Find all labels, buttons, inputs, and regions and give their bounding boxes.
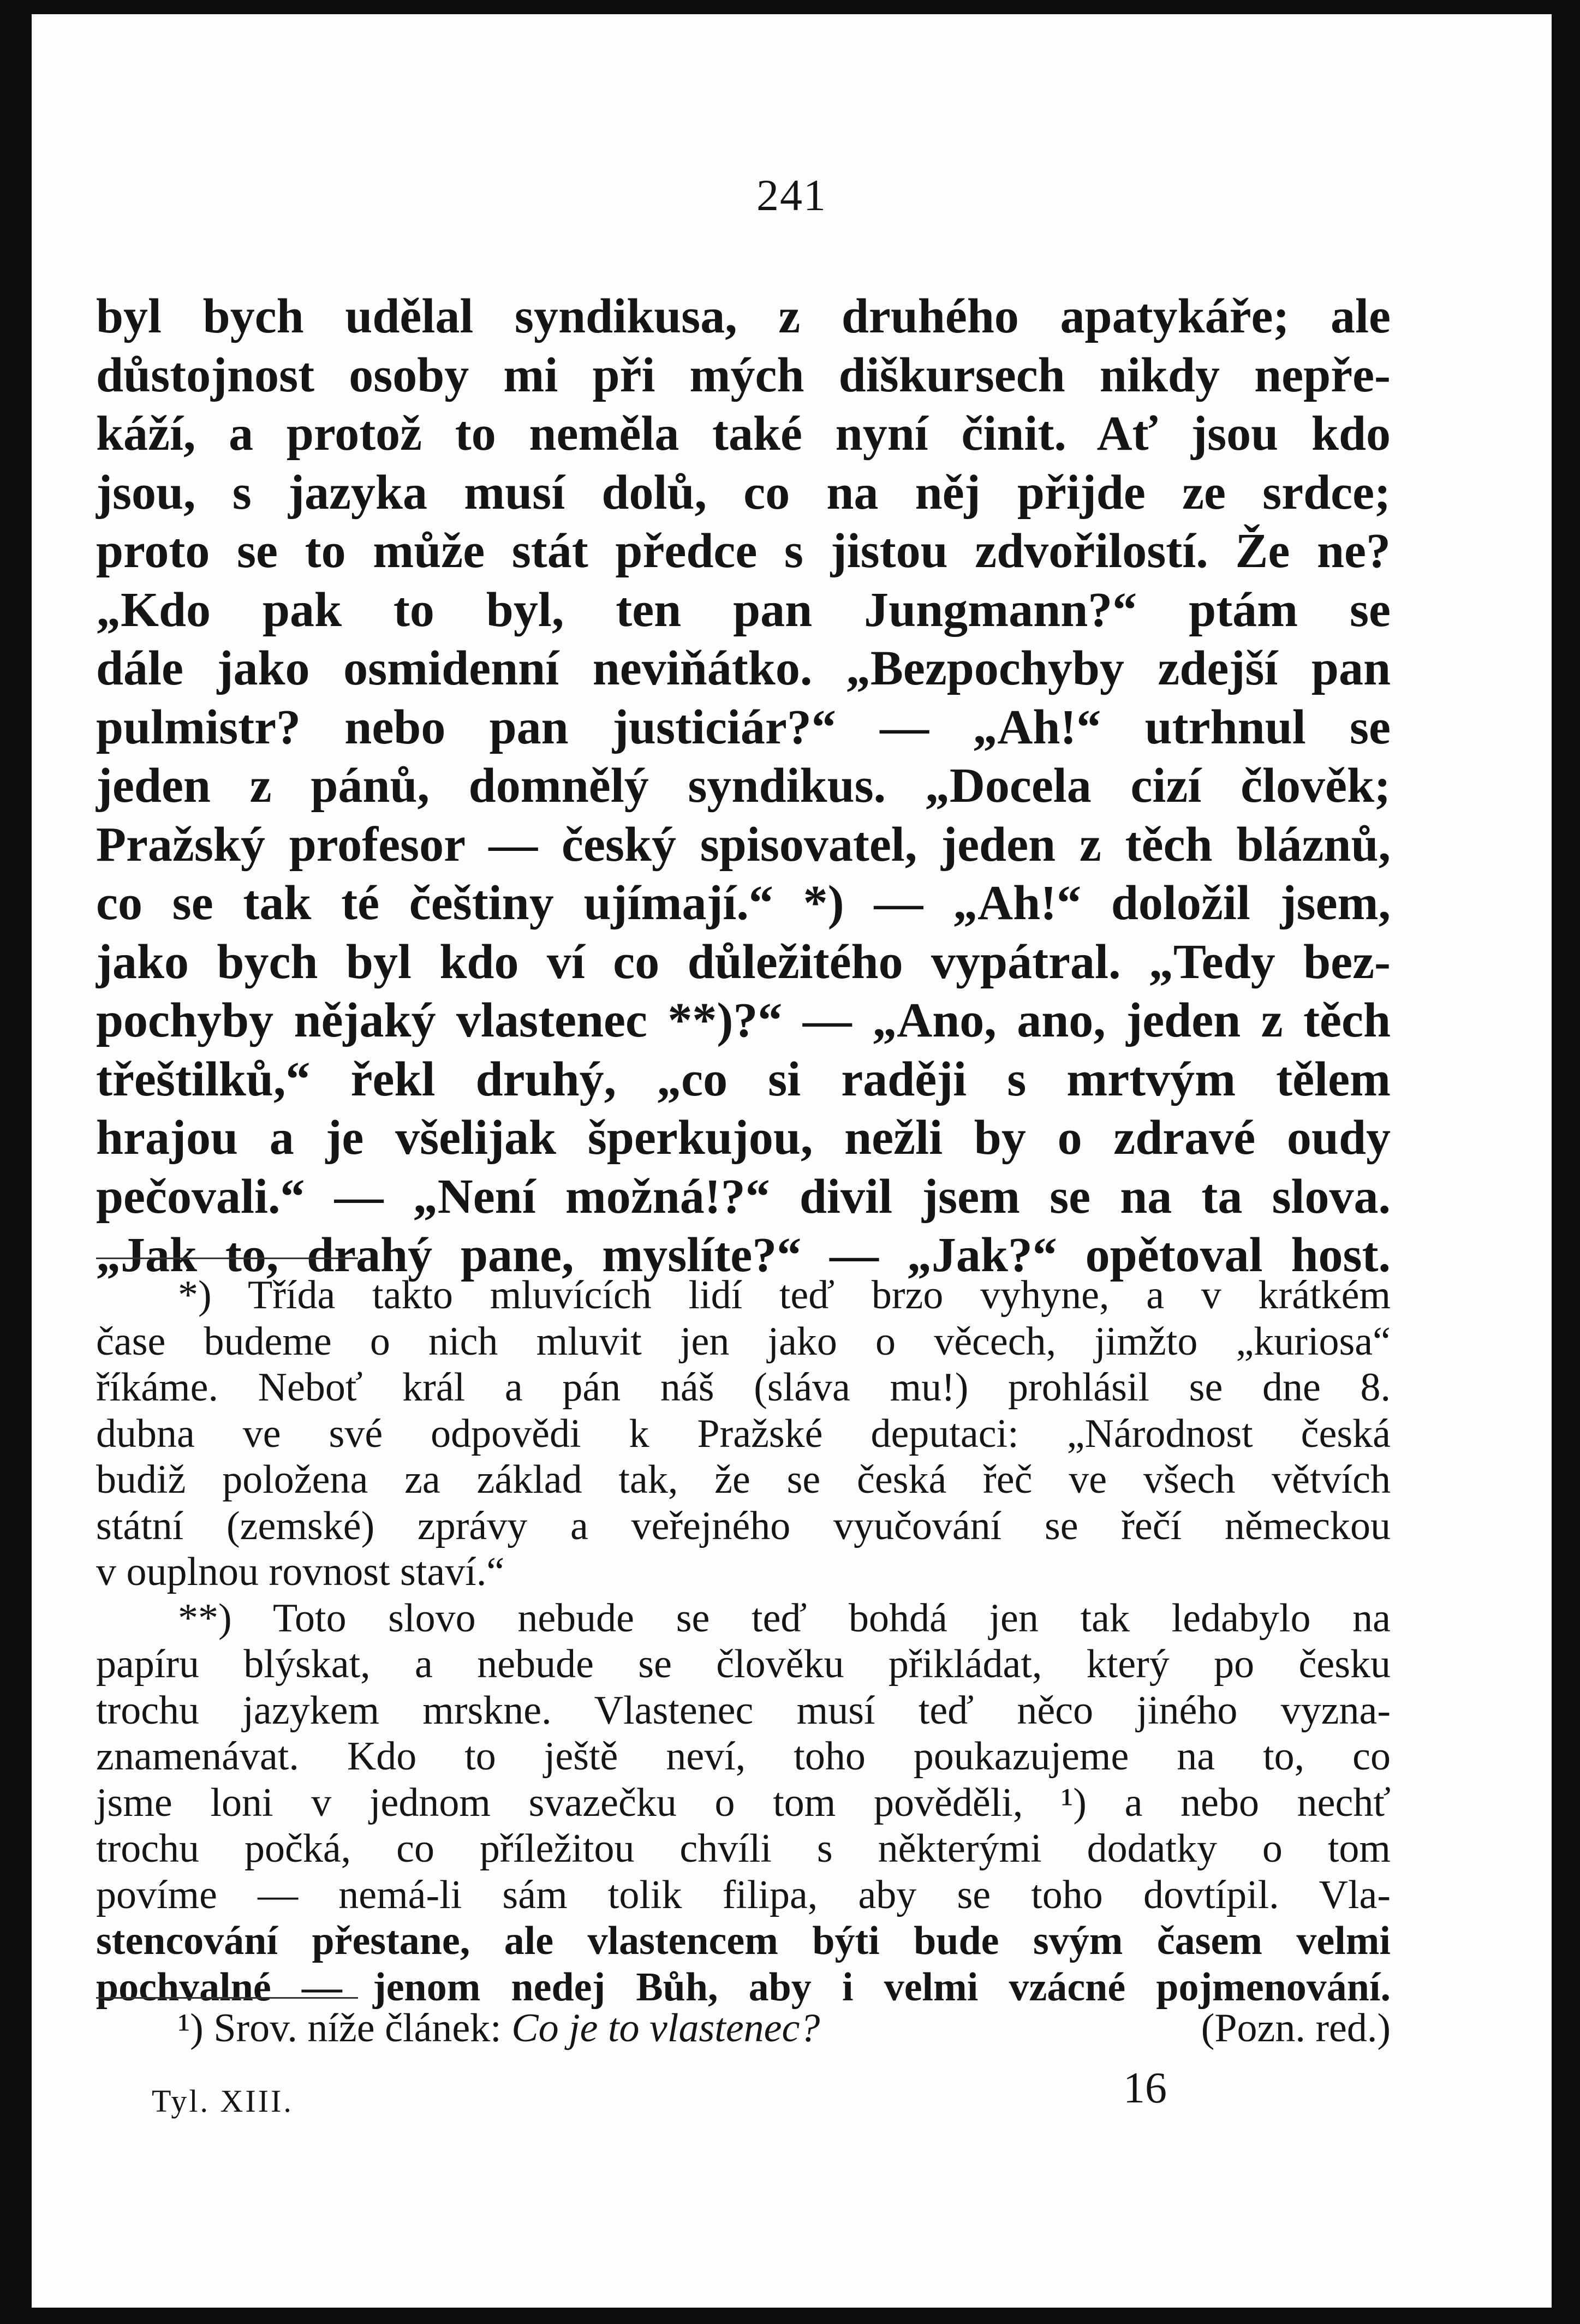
footnote-line: *) Třída takto mluvících lidí teď brzo vyhyne, a v krátkém: [178, 1273, 1391, 1318]
reference-title: Co je to vlastenec?: [511, 2006, 820, 2051]
text-line: důstojnost osoby mi při mých diškursech nikdy nepře-: [96, 348, 1391, 402]
scan-border-top: [0, 0, 1580, 14]
text-line: „Kdo pak to byl, ten pan Jungmann?“ ptám se: [96, 582, 1391, 637]
footnote-line: dubna ve své odpovědi k Pražské deputaci: „Národnost česká: [96, 1411, 1391, 1456]
text-line: „Jak to, drahý pane, myslíte?“ — „Jak?“ opětoval host.: [96, 1228, 1391, 1282]
text-line: Pražský profesor — český spisovatel, jeden z těch bláznů,: [96, 817, 1391, 872]
sheet-number: 16: [1123, 2064, 1167, 2112]
scan-border-right: [1552, 0, 1580, 2324]
footnote-line: trochu počká, co příležitou chvíli s některými dodatky o tom: [96, 1826, 1391, 1871]
text-line: třeštilků,“ řekl druhý, „co si raději s mrtvým tělem: [96, 1052, 1391, 1106]
footnote-line: budiž položena za základ tak, že se česká řeč ve všech větvích: [96, 1457, 1391, 1502]
text-line: proto se to může stát předce s jistou zdvořilostí. Že ne?: [96, 524, 1391, 578]
footnotes: [96, 1272, 1391, 2010]
footnote-line: papíru blýskat, a nebude se člověku přikládat, který po česku: [96, 1642, 1391, 1687]
book-page: [32, 14, 1552, 2308]
text-line: jsou, s jazyka musí dolů, co na něj přijde ze srdce;: [96, 465, 1391, 520]
text-line: pečovali.“ — „Není možná!?“ divil jsem se na ta slova.: [96, 1169, 1391, 1224]
text-line: dále jako osmidenní neviňátko. „Bezpochyby zdejší pan: [96, 641, 1391, 695]
editor-note: (Pozn. red.): [1201, 2006, 1391, 2051]
text-line: káží, a protož to neměla také nyní činit. Ať jsou kdo: [96, 407, 1391, 461]
footnote-rule: [96, 1258, 358, 1259]
footnote-line: pochvalné — jenom nedej Bůh, aby i velmi vzácné pojmenování.: [96, 1964, 1391, 2010]
page-number: 241: [756, 170, 827, 220]
footnote-line: říkáme. Neboť král a pán náš (sláva mu!) prohlásil se dne 8.: [96, 1365, 1391, 1410]
text-line: co se tak té češtiny ujímají.“ *) — „Ah!“ doložil jsem,: [96, 876, 1391, 930]
text-line: pochyby nějaký vlastenec **)?“ — „Ano, ano, jeden z těch: [96, 993, 1391, 1047]
footnote-line: státní (zemské) zprávy a veřejného vyučování se řečí německou: [96, 1503, 1391, 1548]
footnote-line: znamenávat. Kdo to ještě neví, toho poukazujeme na to, co: [96, 1734, 1391, 1779]
footnote-line: čase budeme o nich mluvit jen jako o věcech, jimžto „kuriosa“: [96, 1319, 1391, 1364]
footnote-line: **) Toto slovo nebude se teď bohdá jen tak ledabylo na: [178, 1595, 1391, 1641]
text-line: jako bych byl kdo ví co důležitého vypátral. „Tedy bez-: [96, 934, 1391, 989]
text-line: hrajou a je všelijak šperkujou, nežli by o zdravé oudy: [96, 1111, 1391, 1165]
text-line: jeden z pánů, domnělý syndikus. „Docela cizí člověk;: [96, 759, 1391, 813]
footnote-line: stencování přestane, ale vlastencem býti bude svým časem velmi: [96, 1918, 1391, 1963]
footnote-line: trochu jazykem mrskne. Vlastenec musí teď něco jiného vyzna-: [96, 1688, 1391, 1733]
reference-note: [96, 2005, 1391, 2051]
scan-border-left: [0, 0, 32, 2324]
footnote-line: povíme — nemá-li sám tolik filipa, aby se toho dovtípil. Vla-: [96, 1872, 1391, 1917]
reference-rule: [96, 1997, 358, 1999]
main-text: [96, 287, 1391, 1285]
reference-marker: ¹) Srov. níže článek:: [178, 2006, 512, 2051]
footnote-line: jsme loni v jednom svazečku o tom pověděli, ¹) a nebo nechť: [96, 1780, 1391, 1825]
footnote-line: v ouplnou rovnost staví.“: [96, 1550, 505, 1594]
volume-signature: Tyl. XIII.: [152, 2083, 294, 2119]
text-line: byl bych udělal syndikusa, z druhého apatykáře; ale: [96, 289, 1391, 343]
scan-border-bottom: [0, 2308, 1580, 2324]
text-line: pulmistr? nebo pan justiciár?“ — „Ah!“ utrhnul se: [96, 700, 1391, 754]
